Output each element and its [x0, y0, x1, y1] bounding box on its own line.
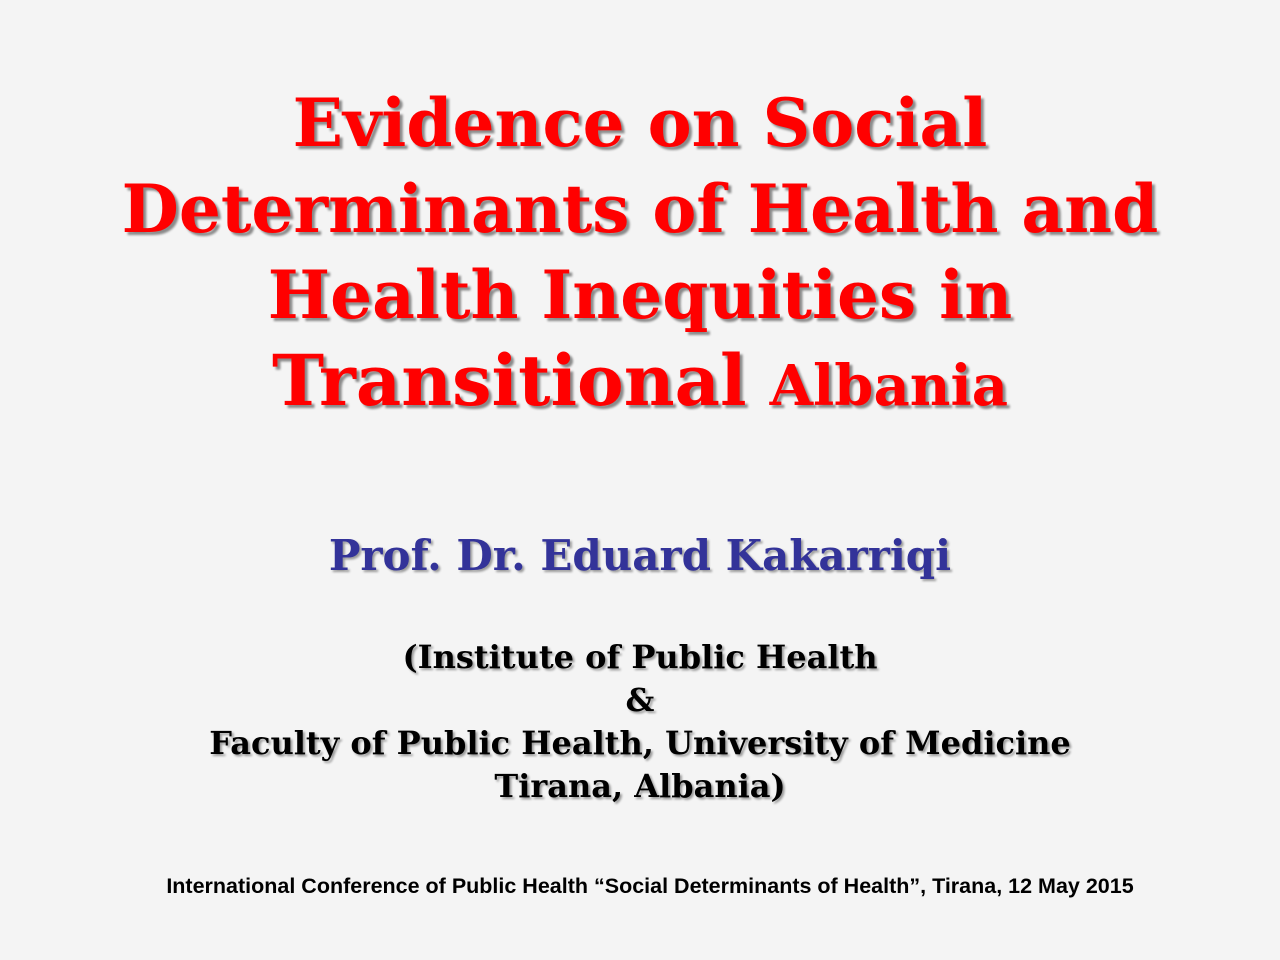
- title-line-4: [40, 338, 1240, 429]
- affiliation-line-1: (Institute of Public Health: [402, 638, 878, 676]
- slide-title: [40, 80, 1240, 429]
- affiliation-line-3: Faculty of Public Health, University of Medicine: [209, 724, 1071, 762]
- title-line-1: Evidence on Social: [292, 84, 988, 162]
- title-line-4-part-1: Transitional: [271, 339, 747, 422]
- title-line-4-part-2: Albania: [769, 353, 1008, 419]
- conference-footer: International Conference of Public Health “Social Determinants of Health”, Tirana, 12 May 2015: [166, 874, 1134, 898]
- affiliation: [40, 636, 1240, 808]
- affiliation-line-4: Tirana, Albania): [494, 767, 786, 805]
- author-name: Prof. Dr. Eduard Kakarriqi: [328, 531, 952, 580]
- title-line-2: Determinants of Health and: [121, 170, 1159, 248]
- affiliation-line-2: &: [625, 681, 655, 719]
- title-line-3: Health Inequities in: [267, 256, 1013, 334]
